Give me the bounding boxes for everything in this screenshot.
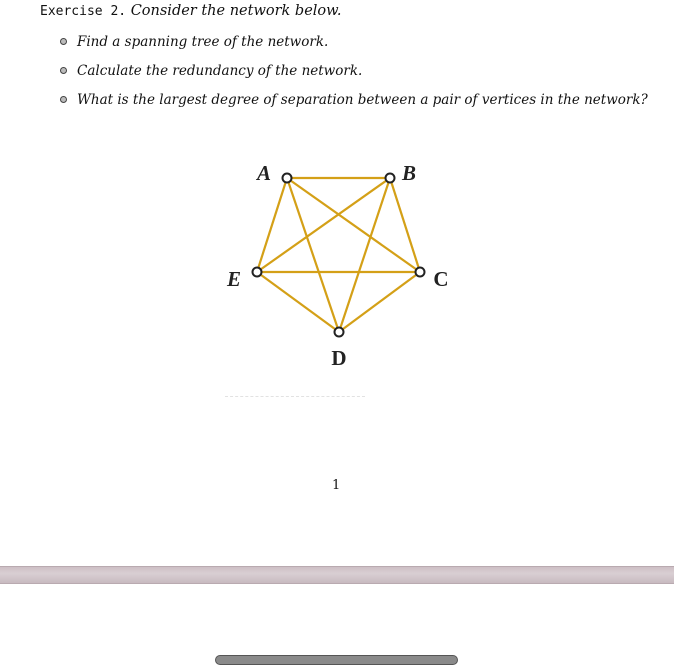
page-number: 1 <box>332 478 341 493</box>
vertex-label-d: D <box>331 346 347 370</box>
task-text: Calculate the redundancy of the network. <box>77 63 363 79</box>
vertex-label-e: E <box>226 267 242 291</box>
exercise-label: Exercise 2. <box>40 4 127 19</box>
edge-a-d <box>287 178 339 332</box>
vertex-a <box>283 174 292 183</box>
faint-divider <box>225 396 365 398</box>
vertex-d <box>335 328 344 337</box>
edge-b-d <box>339 178 390 332</box>
edge-b-c <box>390 178 420 272</box>
vertex-label-b: B <box>401 161 417 185</box>
vertex-e <box>253 268 262 277</box>
page-separator <box>0 566 674 584</box>
exercise-intro: Consider the network below. <box>130 3 342 19</box>
home-indicator[interactable] <box>215 655 458 665</box>
node-group <box>253 174 425 337</box>
edge-group <box>257 178 420 332</box>
edge-a-c <box>287 178 420 272</box>
vertex-label-c: C <box>433 267 449 291</box>
vertex-c <box>416 268 425 277</box>
edge-c-d <box>339 272 420 332</box>
edge-d-e <box>257 272 339 332</box>
vertex-label-a: A <box>256 161 272 185</box>
task-text: Find a spanning tree of the network. <box>77 34 329 50</box>
vertex-b <box>386 174 395 183</box>
task-text: What is the largest degree of separation between a pair of vertices in the network? <box>77 92 648 108</box>
edge-b-e <box>257 178 390 272</box>
edge-a-e <box>257 178 287 272</box>
